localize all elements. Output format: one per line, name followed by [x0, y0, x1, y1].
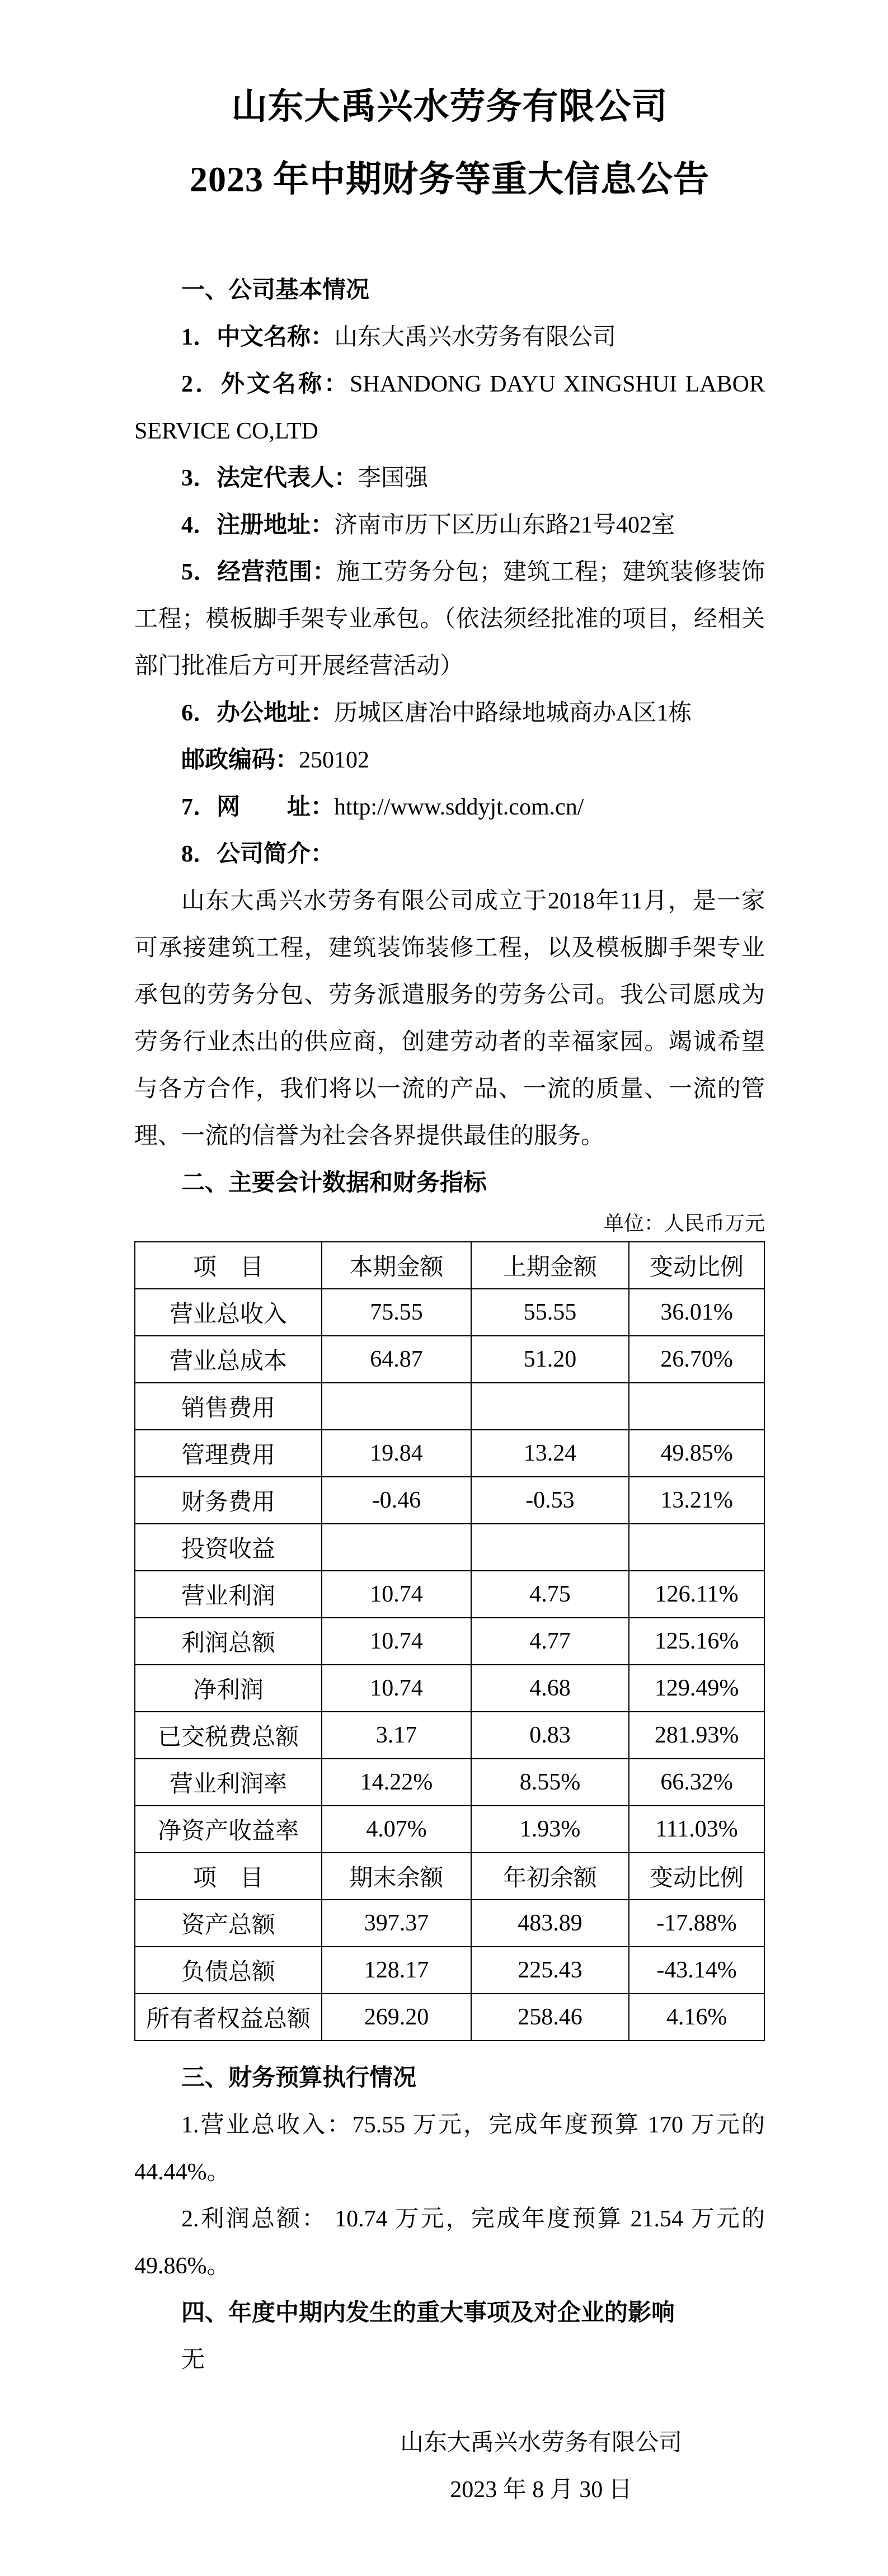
- info-item-value: 济南市历下区历山东路21号402室: [334, 512, 675, 538]
- info-item: [134, 737, 765, 784]
- table-cell: [471, 1383, 629, 1430]
- table-cell: 225.43: [471, 1947, 629, 1994]
- info-item: [134, 502, 765, 549]
- table-row: [135, 1524, 764, 1571]
- table-row: [135, 1571, 764, 1618]
- table-cell: 4.77: [471, 1618, 629, 1665]
- signature-block: [396, 2419, 687, 2513]
- info-item-value: 施工劳务分包；建筑工程；建筑装修装饰工程；模板脚手架专业承包。（依法须经批准的项目，经相关部门批准后方可开展经营活动）: [134, 559, 765, 679]
- table-cell: 负债总额: [135, 1947, 322, 1994]
- table-row: [135, 1430, 764, 1477]
- table-cell: 125.16%: [629, 1618, 764, 1665]
- section4-heading: 四、年度中期内发生的重大事项及对企业的影响: [181, 2300, 675, 2326]
- table-row: [135, 1947, 764, 1994]
- info-item: [134, 831, 765, 878]
- table-cell: 4.16%: [629, 1994, 764, 2041]
- table-cell: 4.68: [471, 1665, 629, 1712]
- table-row: [135, 1477, 764, 1524]
- info-item: [134, 361, 765, 455]
- table-cell: -0.46: [322, 1477, 471, 1524]
- table-cell: 66.32%: [629, 1759, 764, 1806]
- table-row: [135, 1383, 764, 1430]
- table-row: [135, 1712, 764, 1759]
- table-cell: 269.20: [322, 1994, 471, 2041]
- table-row: [135, 1336, 764, 1383]
- table-cell: 13.24: [471, 1430, 629, 1477]
- info-item-label: 8．公司简介：: [181, 841, 335, 867]
- table-cell: 26.70%: [629, 1336, 764, 1383]
- table-cell: 投资收益: [135, 1524, 322, 1571]
- info-item: [134, 549, 765, 690]
- signature-company: 山东大禹兴水劳务有限公司: [400, 2430, 682, 2456]
- table-row: [135, 1994, 764, 2041]
- table-cell: 所有者权益总额: [135, 1994, 322, 2041]
- table-cell: 111.03%: [629, 1806, 764, 1853]
- info-item-label: 5．经营范围：: [181, 559, 337, 585]
- info-item-value: 李国强: [358, 465, 429, 491]
- table-cell: 64.87: [322, 1336, 471, 1383]
- section4-body: 无: [181, 2347, 205, 2373]
- table-row: [135, 1289, 764, 1336]
- table-header-row: [135, 1242, 764, 1289]
- table-cell: 10.74: [322, 1618, 471, 1665]
- section3-heading: 三、财务预算执行情况: [181, 2065, 417, 2091]
- table-row: [135, 1806, 764, 1853]
- table-cell: 营业利润: [135, 1571, 322, 1618]
- table-row: [135, 1900, 764, 1947]
- table-cell: 1.93%: [471, 1806, 629, 1853]
- budget-item: 2.利润总额： 10.74 万元，完成年度预算 21.54 万元的 49.86%。: [134, 2206, 765, 2279]
- table-cell: [629, 1383, 764, 1430]
- table-cell: 258.46: [471, 1994, 629, 2041]
- table-cell: 483.89: [471, 1900, 629, 1947]
- info-item-label: 邮政编码：: [181, 747, 299, 773]
- table-header-cell: 年初余额: [471, 1853, 629, 1900]
- info-item-value: 250102: [299, 747, 370, 773]
- table-header-cell: 变动比例: [629, 1853, 764, 1900]
- table-header-cell: 项 目: [135, 1242, 322, 1289]
- info-item-value: 山东大禹兴水劳务有限公司: [334, 324, 617, 350]
- table-cell: [629, 1524, 764, 1571]
- table-cell: 净利润: [135, 1665, 322, 1712]
- table-cell: 281.93%: [629, 1712, 764, 1759]
- table-cell: 3.17: [322, 1712, 471, 1759]
- table-header-cell: 期末余额: [322, 1853, 471, 1900]
- table-cell: 129.49%: [629, 1665, 764, 1712]
- info-item: [134, 455, 765, 502]
- table-cell: 14.22%: [322, 1759, 471, 1806]
- budget-execution-list: [134, 2102, 765, 2290]
- table-cell: 10.74: [322, 1665, 471, 1712]
- table-header-cell: 本期金额: [322, 1242, 471, 1289]
- table-header-cell: 变动比例: [629, 1242, 764, 1289]
- table-cell: 营业总收入: [135, 1289, 322, 1336]
- info-item-label: 3．法定代表人：: [181, 465, 358, 491]
- table-cell: 49.85%: [629, 1430, 764, 1477]
- table-header-row: [135, 1853, 764, 1900]
- info-item-label: 1．中文名称：: [181, 324, 335, 350]
- company-info-list: [134, 314, 765, 878]
- info-item-label: 2．外文名称：: [181, 371, 350, 397]
- info-item: [134, 314, 765, 361]
- table-cell: 19.84: [322, 1430, 471, 1477]
- table-cell: [322, 1524, 471, 1571]
- signature-date: 2023 年 8 月 30 日: [450, 2477, 632, 2503]
- table-cell: 营业总成本: [135, 1336, 322, 1383]
- table-cell: 36.01%: [629, 1289, 764, 1336]
- table-cell: 利润总额: [135, 1618, 322, 1665]
- table-cell: 营业利润率: [135, 1759, 322, 1806]
- table-cell: 财务费用: [135, 1477, 322, 1524]
- table-header-cell: 项 目: [135, 1853, 322, 1900]
- document-title-block: [134, 87, 765, 200]
- table-cell: 管理费用: [135, 1430, 322, 1477]
- table-cell: 净资产收益率: [135, 1806, 322, 1853]
- info-item-value: http://www.sddyjt.com.cn/: [334, 794, 584, 820]
- table-row: [135, 1665, 764, 1712]
- table-cell: 55.55: [471, 1289, 629, 1336]
- table-cell: 4.07%: [322, 1806, 471, 1853]
- info-item-label: 6．办公地址：: [181, 700, 335, 726]
- info-item-value: 历城区唐冶中路绿地城商办A区1栋: [334, 700, 692, 726]
- table-cell: 75.55: [322, 1289, 471, 1336]
- table-cell: 资产总额: [135, 1900, 322, 1947]
- table-cell: -0.53: [471, 1477, 629, 1524]
- table-cell: 128.17: [322, 1947, 471, 1994]
- financial-table: [134, 1241, 765, 2041]
- table-cell: 13.21%: [629, 1477, 764, 1524]
- table-cell: 397.37: [322, 1900, 471, 1947]
- info-item: [134, 690, 765, 737]
- table-cell: [322, 1383, 471, 1430]
- table-row: [135, 1759, 764, 1806]
- table-unit-note: 单位：人民币万元: [603, 1212, 765, 1235]
- table-cell: -43.14%: [629, 1947, 764, 1994]
- table-cell: 10.74: [322, 1571, 471, 1618]
- info-item: [134, 784, 765, 831]
- table-cell: 0.83: [471, 1712, 629, 1759]
- table-cell: 销售费用: [135, 1383, 322, 1430]
- section2-heading: 二、主要会计数据和财务指标: [181, 1170, 487, 1196]
- table-cell: -17.88%: [629, 1900, 764, 1947]
- table-cell: 126.11%: [629, 1571, 764, 1618]
- table-cell: 4.75: [471, 1571, 629, 1618]
- info-item-label: 7．网 址：: [181, 794, 335, 820]
- table-header-cell: 上期金额: [471, 1242, 629, 1289]
- budget-item: 1.营业总收入：75.55 万元，完成年度预算 170 万元的 44.44%。: [134, 2112, 765, 2185]
- document-title-line2: 2023 年中期财务等重大信息公告: [190, 159, 710, 199]
- table-row: [135, 1618, 764, 1665]
- table-cell: 51.20: [471, 1336, 629, 1383]
- table-cell: 8.55%: [471, 1759, 629, 1806]
- table-cell: 已交税费总额: [135, 1712, 322, 1759]
- document-title-line1: 山东大禹兴水劳务有限公司: [231, 87, 668, 126]
- info-item-label: 4．注册地址：: [181, 512, 335, 538]
- info-item-value: SHANDONG DAYU XINGSHUI LABOR SERVICE CO,LTD: [134, 371, 765, 444]
- financial-table-body: [135, 1242, 764, 2041]
- table-cell: [471, 1524, 629, 1571]
- company-intro-paragraph: 山东大禹兴水劳务有限公司成立于2018年11月，是一家可承接建筑工程，建筑装饰装修工程，以及模板脚手架专业承包的劳务分包、劳务派遣服务的劳务公司。我公司愿成为劳务行业杰出的供应商，创建劳动者的幸福家园。竭诚希望与各方合作，我们将以一流的产品、一流的质量、一流的管理、一流的信誉为社会各界提供最佳的服务。: [134, 888, 765, 1149]
- section1-heading: 一、公司基本情况: [181, 277, 370, 303]
